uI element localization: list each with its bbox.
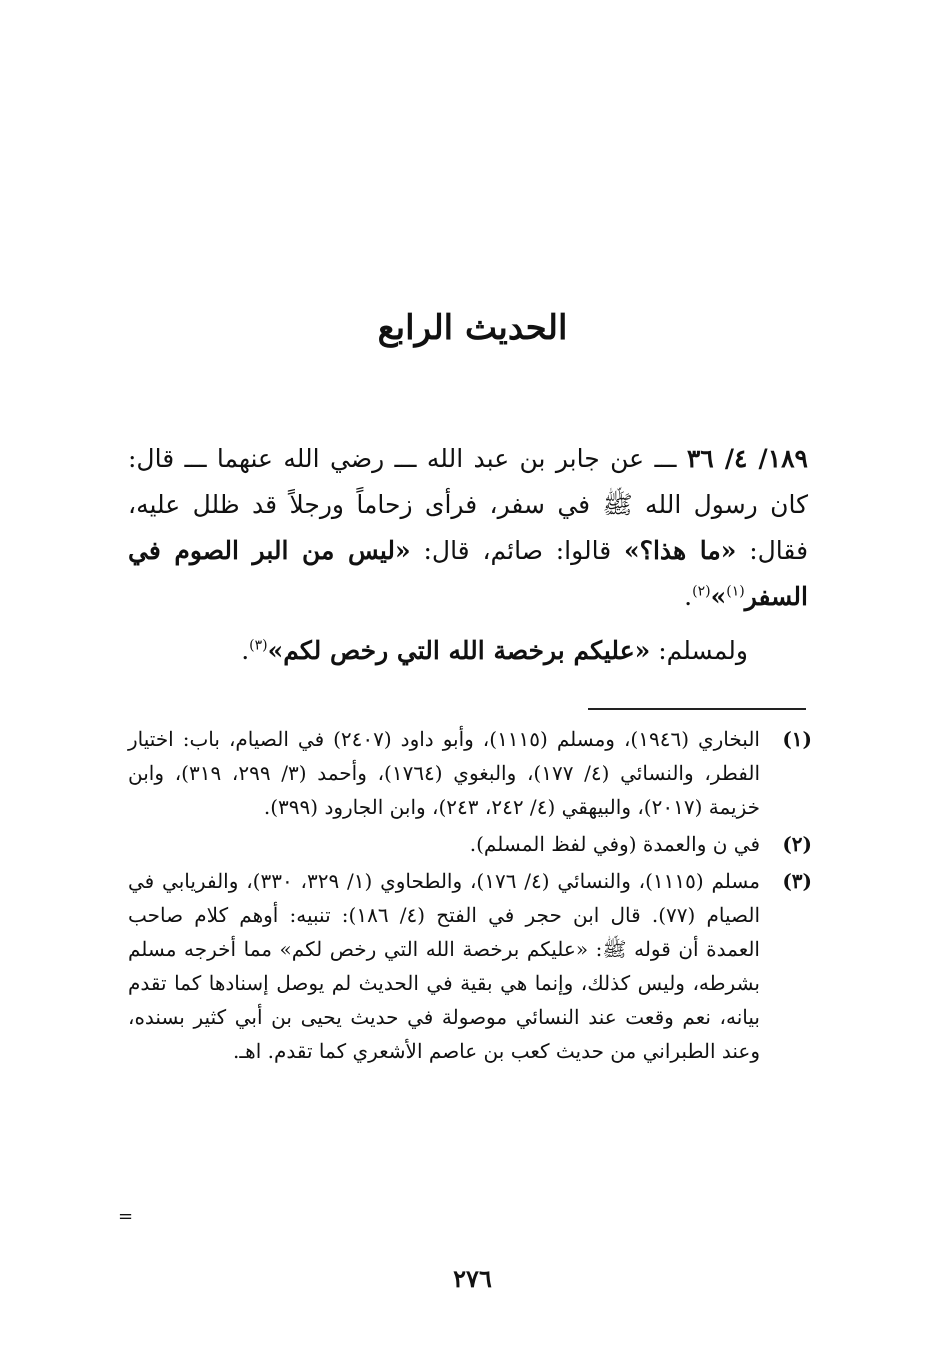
hadith-text-part2: قالوا: صائم، قال: (410, 536, 625, 565)
footnote-divider (588, 708, 806, 710)
muslim-narration (128, 628, 808, 674)
hadith-quote-2: «ليس من البر الصوم في السفر (128, 536, 808, 611)
footnote-item (128, 864, 818, 1068)
footnotes (128, 722, 818, 1071)
hadith-number: ١٨٩/ ٤/ ٣٦ (686, 444, 808, 473)
hadith-quote-3: «عليكم برخصة الله التي رخص لكم» (267, 636, 651, 665)
footnote-mark: (٢) (782, 832, 812, 856)
hadith-end-2: . (241, 636, 250, 665)
footnote-ref-2: (٢) (692, 583, 711, 600)
hadith-quote-1: «ما هذا؟» (624, 536, 737, 565)
footnote-text: في ن والعمدة (وفي لفظ المسلم). (469, 832, 760, 856)
hadith-end-1: . (684, 582, 693, 611)
page-title: الحديث الرابع (377, 308, 568, 348)
footnote-ref-3: (٣) (249, 637, 268, 654)
footnote-text: البخاري (١٩٤٦)، ومسلم (١١١٥)، وأبو داود (٢٤٠٧) في الصيام، باب: اختيار الفطر، والنسائي (٤/ ١٧٧)، والبغوي (١٧٦٤)، وأحمد (٣/ ٢٩٩، ٣١٩)، وابن خزيمة (٢٠١٧)، والبيهقي (٤/ ٢٤٢، ٢٤٣)، وابن الجارود (٣٩٩). (128, 727, 760, 819)
page-number: ٢٧٦ (453, 1264, 492, 1293)
footnote-ref-1: (١) (726, 583, 745, 600)
continuation-mark: = (118, 1206, 134, 1227)
hadith-text-part1: ـــ عن جابر بن عبد الله ـــ رضي الله عنهما ـــ قال: كان رسول الله ﷺ في سفر، فرأى زحاماً ورجلاً قد ظلل عليه، فقال: (128, 444, 809, 565)
footnote-mark: (٣) (782, 869, 812, 893)
hadith-body (128, 436, 808, 674)
footnote-item (128, 722, 818, 824)
muslim-intro: ولمسلم: (650, 636, 748, 665)
footnote-item (128, 827, 818, 861)
hadith-paragraph (128, 436, 808, 620)
hadith-quote-2-close: » (710, 582, 727, 611)
footnote-text: مسلم (١١١٥)، والنسائي (٤/ ١٧٦)، والطحاوي (١/ ٣٢٩، ٣٣٠)، والفريابي في الصيام (٧٧). قال ابن حجر في الفتح (٤/ ١٨٦): تنبيه: أوهم كلام صاحب العمدة أن قوله ﷺ: «عليكم برخصة الله التي رخص لكم» مما أخرجه مسلم بشرطه، وليس كذلك، وإنما هي بقية في الحديث لم يوصل إسنادها كما تقدم بيانه، نعم وقعت عند النسائي موصولة في حديث يحيى بن أبي كثير بسنده، وعند الطبراني من حديث كعب بن عاصم الأشعري كما تقدم. اهـ. (128, 869, 760, 1063)
footnote-mark: (١) (782, 727, 812, 751)
